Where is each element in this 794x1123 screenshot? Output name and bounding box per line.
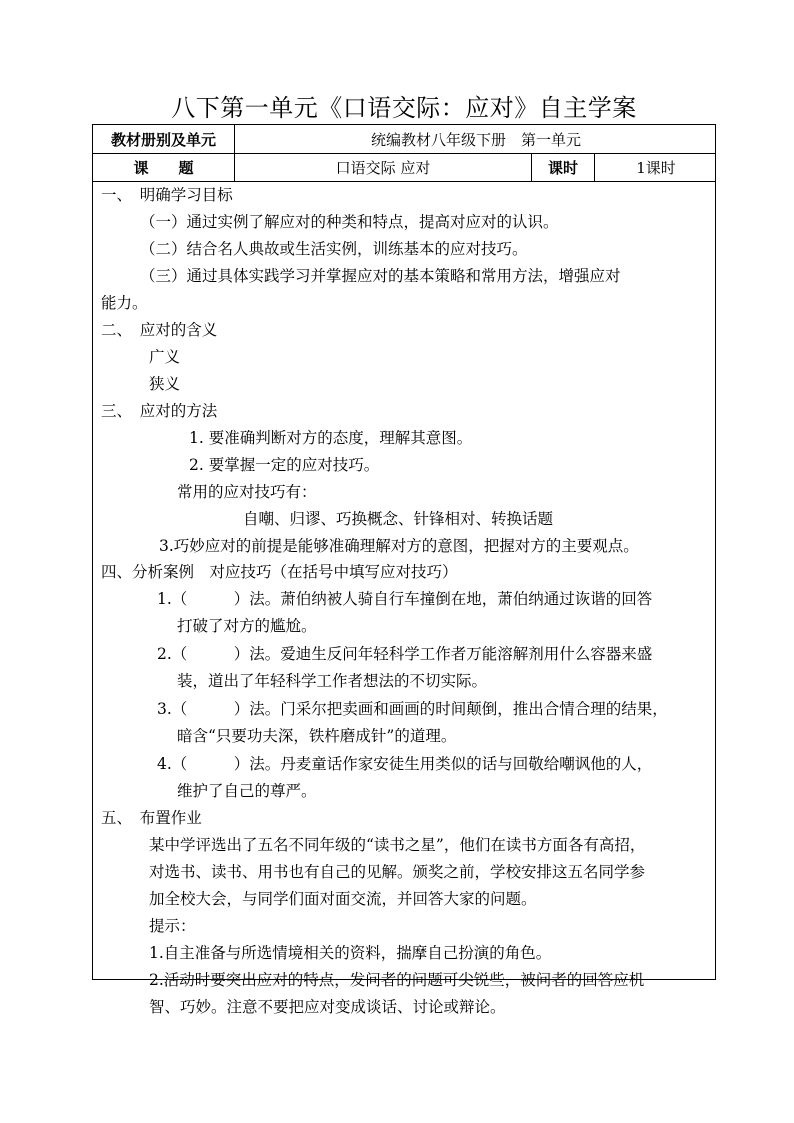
- table-row-topic: [93, 154, 715, 182]
- method-2: 2. 要掌握一定的应对技巧。: [189, 456, 380, 474]
- meaning-broad: 广义: [149, 348, 181, 366]
- case-3-cont: 暗含“只要功夫深，铁杵磨成针”的道理。: [177, 727, 457, 745]
- hint-2-cont: 智、巧妙。注意不要把应对变成谈话、讨论或辩论。: [149, 998, 506, 1016]
- section-heading: 三、 应对的方法: [101, 402, 218, 420]
- table-row-unit: [93, 125, 715, 154]
- case-1: 1.（ ）法。萧伯纳被人骑自行车撞倒在地，萧伯纳通过诙谐的回答: [157, 590, 653, 608]
- homework-para-cont: 对选书、读书、用书也有自己的见解。颁奖之前，学校安排这五名同学参: [149, 863, 646, 881]
- hint-1: 1.自主准备与所选情境相关的资料，揣摩自己扮演的角色。: [149, 944, 552, 962]
- hint-label: 提示：: [149, 917, 196, 935]
- topic-value: 口语交际 应对: [235, 154, 532, 181]
- hint-2: 2.活动时要突出应对的特点，发问者的问题可尖锐些，被问者的回答应机: [149, 971, 645, 989]
- case-2: 2.（ ）法。爱迪生反问年轻科学工作者万能溶解剂用什么容器来盛: [157, 645, 653, 663]
- goal-3-cont: 能力。: [101, 294, 148, 312]
- unit-value: 统编教材八年级下册 第一单元: [370, 130, 581, 149]
- method-3: 3.巧妙应对的前提是能够准确理解对方的意图，把握对方的主要观点。: [159, 537, 639, 555]
- goal-1: （一）通过实例了解应对的种类和特点，提高对应对的认识。: [140, 213, 559, 231]
- case-2-cont: 装，道出了年轻科学工作者想法的不切实际。: [177, 672, 488, 690]
- tips-list: 自嘲、归谬、巧换概念、针锋相对、转换话题: [243, 510, 554, 528]
- section-heading: 二、 应对的含义: [101, 321, 218, 339]
- tips-label: 常用的应对技巧有：: [177, 483, 317, 501]
- goal-3: （三）通过具体实践学习并掌握应对的基本策略和常用方法，增强应对: [140, 267, 621, 285]
- case-4: 4.（ ）法。丹麦童话作家安徒生用类似的话与回敬给嘲讽他的人，: [157, 755, 653, 773]
- case-4-cont: 维护了自己的尊严。: [177, 782, 317, 800]
- period-value: 1课时: [636, 159, 676, 177]
- unit-label: 教材册别及单元: [93, 125, 235, 153]
- goal-2: （二）结合名人典故或生活实例，训练基本的应对技巧。: [140, 240, 528, 258]
- method-1: 1. 要准确判断对方的态度，理解其意图。: [189, 429, 473, 447]
- section-heading: 一、 明确学习目标: [101, 186, 233, 204]
- page-title: 八下第一单元《口语交际：应对》自主学案: [171, 94, 637, 122]
- section-heading: 五、 布置作业: [101, 809, 202, 827]
- homework-para-cont: 加全校大会，与同学们面对面交流，并回答大家的问题。: [149, 890, 537, 908]
- topic-label: 课 题: [93, 154, 235, 181]
- case-1-cont: 打破了对方的尴尬。: [177, 617, 317, 635]
- homework-para: 某中学评选出了五名不同年级的“读书之星”，他们在读书方面各有高招，: [149, 836, 646, 854]
- study-plan-table: [92, 124, 716, 1016]
- meaning-narrow: 狭义: [149, 375, 181, 393]
- section-heading: 四、分析案例 对应技巧（在括号中填写应对技巧）: [101, 563, 458, 581]
- period-label: 课时: [532, 154, 595, 181]
- case-3: 3.（ ）法。门采尔把卖画和画画的时间颠倒，推出合情合理的结果，: [157, 700, 668, 718]
